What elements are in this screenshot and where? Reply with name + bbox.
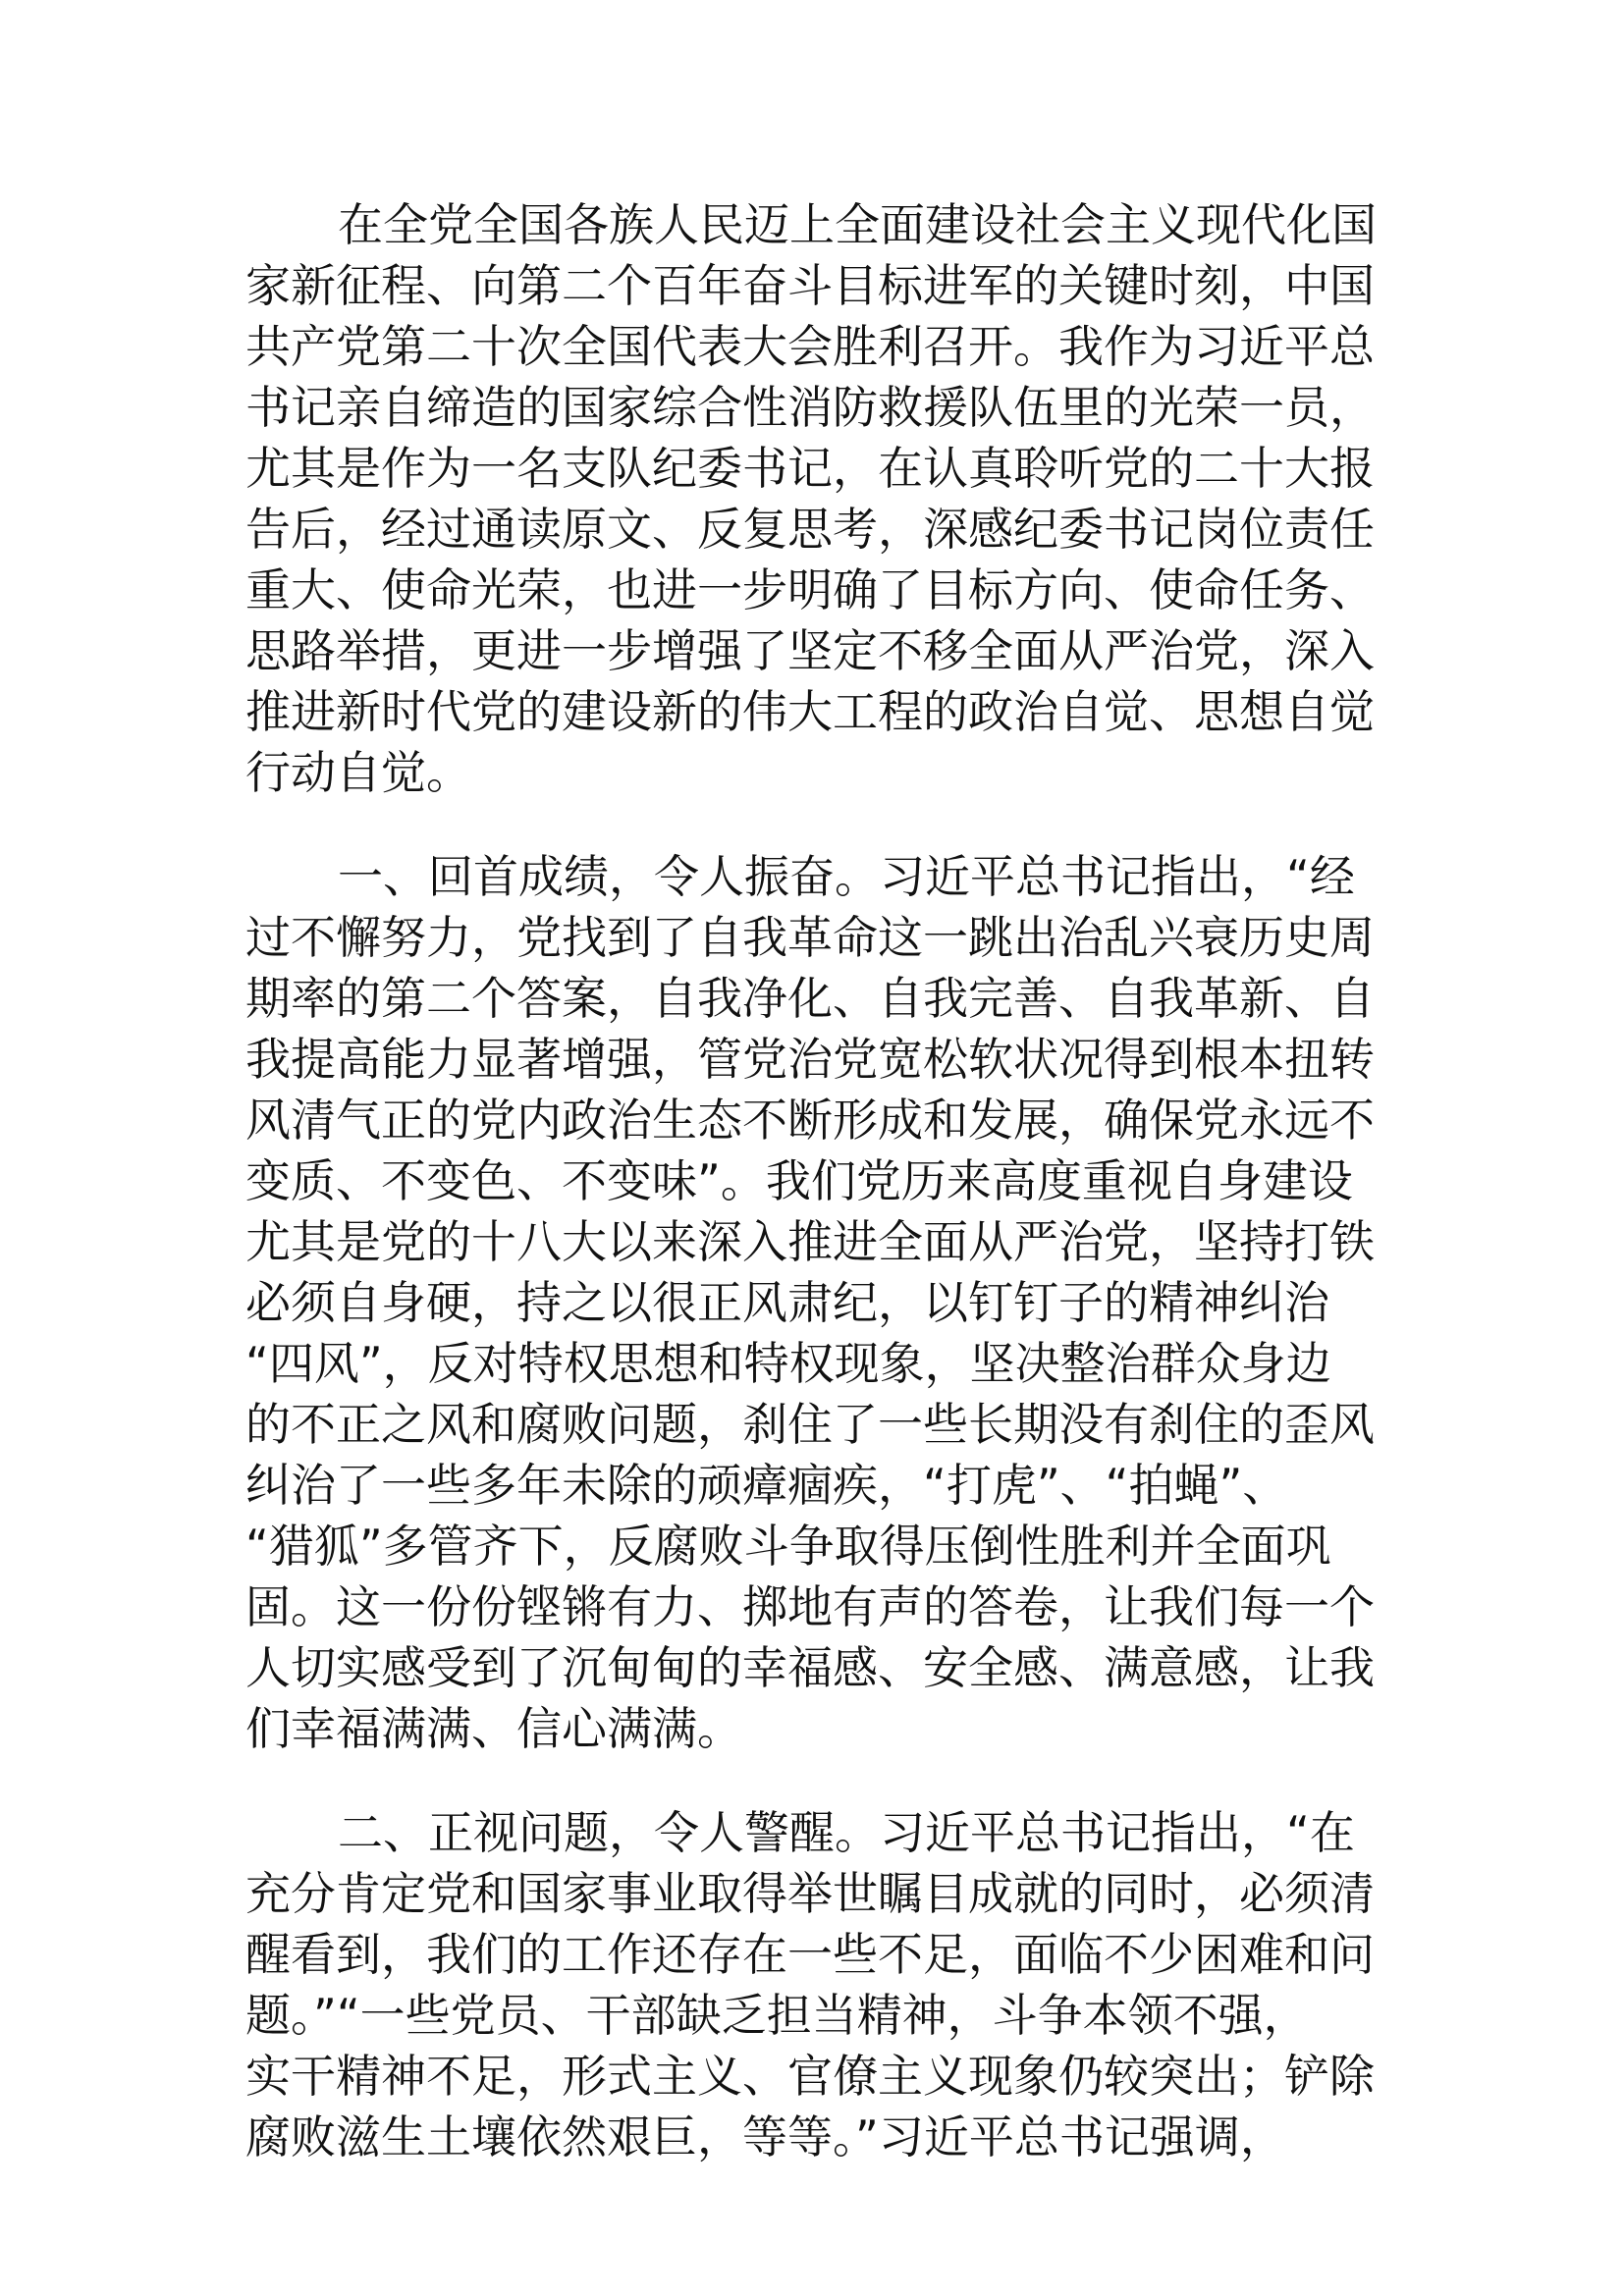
text-line: 告后，经过通读原文、反复思考，深感纪委书记岗位责任 [245, 503, 1375, 556]
text-line: 题。”“一些党员、干部缺乏担当精神，斗争本领不强， [245, 1989, 1309, 2042]
text-line: 尤其是作为一名支队纪委书记，在认真聆听党的二十大报 [245, 442, 1375, 495]
text-line: 醒看到，我们的工作还存在一些不足，面临不少困难和问 [245, 1928, 1375, 1981]
text-line: 书记亲自缔造的国家综合性消防救援队伍里的光荣一员， [245, 381, 1375, 434]
text-line: 必须自身硬，持之以很正风肃纪，以钉钉子的精神纠治 [245, 1276, 1329, 1329]
text-line: 二、正视问题，令人警醒。习近平总书记指出，“在 [338, 1806, 1355, 1859]
text-line: 家新征程、向第二个百年奋斗目标进军的关键时刻，中国 [245, 259, 1375, 312]
text-line: 纠治了一些多年未除的顽瘴痼疾，“打虎”、“拍蝇”、 [245, 1459, 1288, 1512]
paragraph-section-2 [245, 1802, 1384, 2167]
text-line: 一、回首成绩，令人振奋。习近平总书记指出，“经 [338, 850, 1355, 903]
text-line: 期率的第二个答案，自我净化、自我完善、自我革新、自 [245, 972, 1375, 1025]
text-line: 固。这一份份铿锵有力、掷地有声的答卷，让我们每一个 [245, 1580, 1375, 1633]
text-line: 思路举措，更进一步增强了坚定不移全面从严治党，深入 [245, 624, 1375, 677]
text-line: 变质、不变色、不变味”。我们党历来高度重视自身建设 [245, 1154, 1353, 1207]
text-line: 我提高能力显著增强，管党治党宽松软状况得到根本扭转 [245, 1033, 1375, 1086]
text-line: 行动自觉。 [245, 746, 471, 799]
paragraph-intro [245, 194, 1384, 803]
text-line: “四风”，反对特权思想和特权现象，坚决整治群众身边 [245, 1337, 1331, 1390]
text-line: 腐败滋生土壤依然艰巨，等等。”习近平总书记强调， [245, 2110, 1285, 2163]
paragraph-section-1 [245, 846, 1384, 1759]
body-text [245, 194, 1384, 2211]
text-line: 尤其是党的十八大以来深入推进全面从严治党，坚持打铁 [245, 1215, 1375, 1268]
text-line: 的不正之风和腐败问题，刹住了一些长期没有刹住的歪风 [245, 1398, 1375, 1451]
text-line: 们幸福满满、信心满满。 [245, 1702, 742, 1755]
text-line: 推进新时代党的建设新的伟大工程的政治自觉、思想自觉 [245, 685, 1375, 738]
text-line: 风清气正的党内政治生态不断形成和发展，确保党永远不 [245, 1094, 1375, 1147]
text-line: 充分肯定党和国家事业取得举世瞩目成就的同时，必须清 [245, 1867, 1375, 1920]
text-line: 过不懈努力，党找到了自我革命这一跳出治乱兴衰历史周 [245, 911, 1375, 964]
text-line: “猎狐”多管齐下，反腐败斗争取得压倒性胜利并全面巩 [245, 1520, 1331, 1573]
text-line: 人切实感受到了沉甸甸的幸福感、安全感、满意感，让我 [245, 1641, 1375, 1694]
text-line: 在全党全国各族人民迈上全面建设社会主义现代化国 [338, 198, 1377, 251]
text-line: 实干精神不足，形式主义、官僚主义现象仍较突出；铲除 [245, 2050, 1375, 2103]
text-line: 共产党第二十次全国代表大会胜利召开。我作为习近平总 [245, 320, 1375, 373]
text-line: 重大、使命光荣，也进一步明确了目标方向、使命任务、 [245, 563, 1375, 616]
